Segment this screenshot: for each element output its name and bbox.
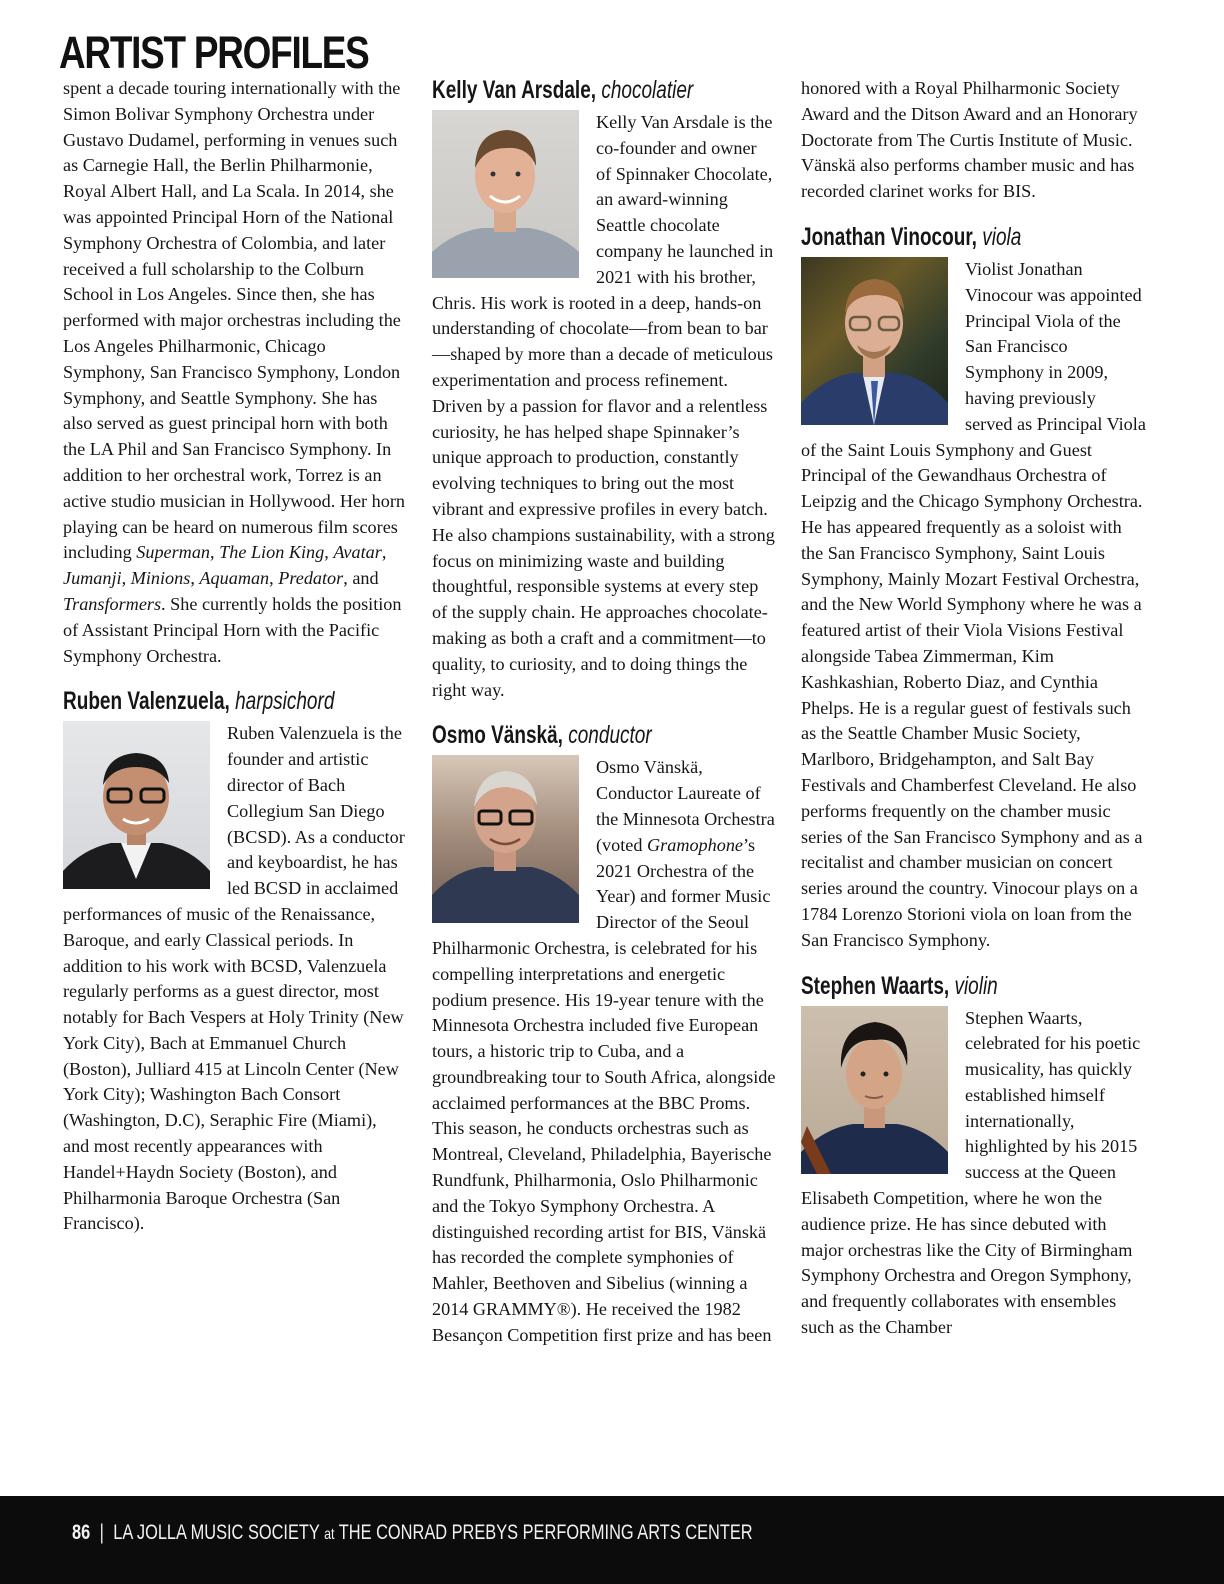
film-title: Jumanji bbox=[63, 568, 122, 589]
artist-role: chocolatier bbox=[601, 76, 694, 104]
footer-line bbox=[72, 1520, 753, 1548]
column-1 bbox=[63, 76, 405, 1237]
artist-name: Kelly Van Arsdale, bbox=[432, 76, 597, 104]
comma: , bbox=[121, 568, 131, 589]
portrait-jonathan-vinocour bbox=[801, 257, 948, 425]
artist-bio: Ruben Valenzuela is the founder and artistic director of Bach Collegium San Diego (BCSD). As a conductor and keyboardist, he has led BCSD in acclaimed performances of music of the Renaissance, Baroque, and early Classical periods. In addition to his work with BCSD, Valenzuela regularly performs as a guest director, most notably for Bach Vespers at Holy Trinity (New York City), Bach at Emmanuel Church (Boston), Julliard 415 at Lincoln Center (New York City); Washington Bach Consort (Washington, D.C), Seraphic Fire (Miami), and most recently appearances with Handel+Haydn Society (Boston), and Philharmonia Baroque Orchestra (San Francisco). bbox=[63, 723, 405, 1234]
conjunction: , and bbox=[343, 568, 379, 589]
profile-stephen-waarts bbox=[801, 972, 1147, 1341]
film-title: Transformers bbox=[63, 593, 162, 614]
portrait-osmo-vanska bbox=[432, 755, 579, 923]
column-3 bbox=[801, 76, 1147, 1341]
footer-separator: | bbox=[99, 1521, 104, 1544]
comma: , bbox=[381, 542, 387, 563]
portrait-kelly-van-arsdale bbox=[432, 110, 579, 278]
profile-heading bbox=[432, 721, 693, 749]
portrait-stephen-waarts bbox=[801, 1006, 948, 1174]
venue-name: THE CONRAD PREBYS PERFORMING ARTS CENTER bbox=[338, 1521, 753, 1544]
film-title: Superman bbox=[136, 542, 211, 563]
footer-at: at bbox=[324, 1526, 335, 1543]
page-number: 86 bbox=[72, 1521, 91, 1544]
comma: , bbox=[190, 568, 200, 589]
bio-text: ’s 2021 Orchestra of the Year) and former Music Director of the Seoul Philharmonic Orchestra, is celebrated for his compelling interpretations and energetic podium presence. His 19-year tenure with the Minnesota Orchestra included five European tours, a historic trip to Cuba, and a groundbreaking tour to South Africa, alongside acclaimed performances at the BBC Proms. This season, he conducts orchestras such as Montreal, Cleveland, Philadelphia, Bayerische Rundfunk, Philharmonia, Oslo Philharmonic and the Tokyo Symphony Orchestra. A distinguished recording artist for BIS, Vänskä has recorded the complete symphonies of Mahler, Beethoven and Sibelius (winning a 2014 GRAMMY®). He received the 1982 Besançon Competition first prize and has been bbox=[432, 834, 776, 1345]
organization-name: LA JOLLA MUSIC SOCIETY bbox=[113, 1521, 320, 1544]
profile-heading bbox=[801, 223, 1064, 251]
artist-role: violin bbox=[954, 971, 998, 1000]
film-title: Avatar bbox=[333, 542, 382, 563]
artist-bio: Stephen Waarts, celebrated for his poetic musicality, has quickly established himself internationally, highlighted by his 2015 success at the Queen Elisabeth Competition, where he won the audience prize. He has since debuted with major orchestras like the City of Birmingham Symphony Orchestra and Oregon Symphony, and frequently collaborates with ensembles such as the Chamber bbox=[801, 1007, 1141, 1338]
artist-bio: Kelly Van Arsdale is the co-founder and owner of Spinnaker Chocolate, an award-winning Seattle chocolate company he launched in 2021 with his brother, Chris. His work is rooted in a deep, hands-on understanding of chocolate—from bean to bar—shaped by more than a decade of meticulous experimentation and process refinement. Driven by a passion for flavor and a relentless curiosity, he has helped shape Spinnaker’s unique approach to production, constantly evolving techniques to bring out the most vibrant and expressive profiles in every batch. He also champions sustainability, with a strong focus on minimizing waste and building thoughtful, responsible systems at every step of the supply chain. He approaches chocolate-making as both a craft and a commitment—to quality, to curiosity, and to doing things the right way. bbox=[432, 112, 775, 700]
profile-jonathan-vinocour bbox=[801, 223, 1147, 954]
artist-role: conductor bbox=[568, 721, 652, 750]
comma: , bbox=[210, 542, 220, 563]
page-footer bbox=[0, 1496, 1224, 1584]
page-heading: ARTIST PROFILES bbox=[59, 27, 369, 78]
artist-role: viola bbox=[982, 222, 1022, 251]
torrez-bio-text: spent a decade touring internationally with the Simon Bolivar Symphony Orchestra under Gustavo Dudamel, performing in venues such as Carnegie Hall, the Berlin Philharmonie, Royal Albert Hall, and La Scala. In 2014, she was appointed Principal Horn of the National Symphony Orchestra of Colombia, and later received a full scholarship to the Colburn School in Los Angeles. Since then, she has performed with major orchestras including the Los Angeles Philharmonic, Chicago Symphony, San Francisco Symphony, London Symphony, and Seattle Symphony. She has also served as guest principal horn with both the LA Phil and San Francisco Symphony. In addition to her orchestral work, Torrez is an active studio musician in Hollywood. Her horn playing can be heard on numerous film scores including bbox=[63, 78, 405, 563]
film-title: Predator bbox=[278, 568, 344, 589]
profile-kelly-van-arsdale bbox=[432, 76, 776, 703]
artist-bio: Violist Jonathan Vinocour was appointed Principal Viola of the San Francisco Symphony in 2009, having previously served as Principal Viola of the Saint Louis Symphony and Guest Principal of the Gewandhaus Orchestra of Leipzig and the Chicago Symphony Orchestra. He has appeared frequently as a soloist with the San Francisco Symphony, Saint Louis Symphony, Mainly Mozart Festival Orchestra, and the New World Symphony where he was a featured artist of their Viola Visions Festival alongside Tabea Zimmerman, Kim Kashkashian, Roberto Diaz, and Cynthia Phelps. He is a regular guest of festivals such as the Seattle Chamber Music Society, Marlboro, Bridgehampton, and Salt Bay Festivals and Chamberfest Cleveland. He also performs frequently on the chamber music series of the San Francisco Symphony and as a recitalist and chamber musician on concert series around the country. Vinocour plays on a 1784 Lorenzo Storioni viola on loan from the San Francisco Symphony. bbox=[801, 258, 1146, 950]
magazine-title: Gramophone bbox=[647, 834, 743, 855]
profile-heading bbox=[801, 972, 1064, 1000]
comma: , bbox=[324, 542, 334, 563]
torrez-bio-text-end: . She currently holds the position of Assistant Principal Horn with the Pacific Symphony Orchestra. bbox=[63, 593, 402, 666]
artist-name: Osmo Vänskä, bbox=[432, 721, 563, 750]
torrez-bio-continued bbox=[63, 76, 405, 669]
profile-ruben-valenzuela bbox=[63, 687, 405, 1237]
artist-name: Stephen Waarts, bbox=[801, 971, 950, 1000]
profile-heading bbox=[63, 687, 335, 716]
artist-name: Jonathan Vinocour, bbox=[801, 222, 977, 251]
portrait-ruben-valenzuela bbox=[63, 721, 210, 889]
bio-text: Osmo Vänskä, Conductor Laureate of the Minnesota Orchestra (voted bbox=[596, 757, 775, 855]
osmo-bio-continued: honored with a Royal Philharmonic Society Award and the Ditson Award and an Honorary Doctorate from The Curtis Institute of Music. Vänskä also performs chamber music and has recorded clarinet works for BIS. bbox=[801, 78, 1138, 202]
column-2 bbox=[432, 76, 776, 1349]
film-title: The Lion King bbox=[219, 542, 325, 563]
profile-osmo-vanska bbox=[432, 721, 776, 1348]
profile-heading bbox=[432, 76, 693, 104]
film-title: Minions bbox=[130, 568, 191, 589]
film-title: Aquaman bbox=[199, 568, 270, 589]
artist-name: Ruben Valenzuela, bbox=[63, 687, 230, 716]
artist-role: harpsichord bbox=[235, 687, 335, 716]
comma: , bbox=[269, 568, 279, 589]
